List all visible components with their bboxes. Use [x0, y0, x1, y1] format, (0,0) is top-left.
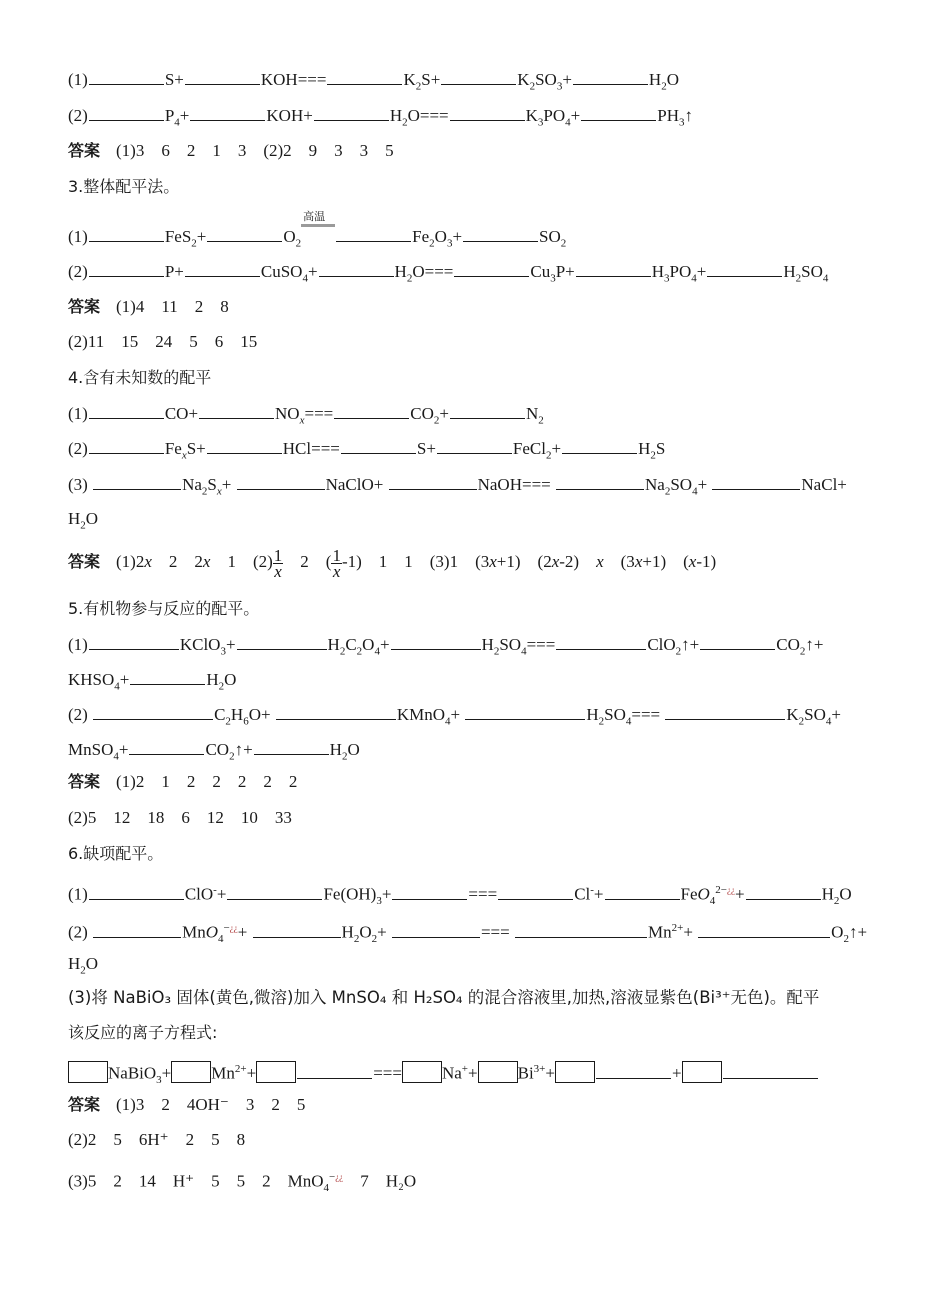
eq-5-2: (2) $C_2H_6O+$ KMnO$_4$+ $H_2SO_4=== K_2SO_4+$ [68, 705, 841, 728]
blank[interactable] [707, 260, 782, 277]
blank[interactable] [253, 921, 341, 938]
blank[interactable] [581, 104, 656, 121]
answer-box[interactable] [555, 1061, 595, 1083]
eq-4-3: (3) $Na_2S_x+$ NaClO+ NaOH=== $Na_2SO_4+$ NaCl+ [68, 475, 847, 498]
eq-5-1-cont: $KHSO_4+ H_2O$ [68, 670, 237, 693]
blank[interactable] [392, 883, 467, 900]
heading-4: 4.含有未知数的配平 [68, 368, 212, 387]
eq-6-2: (2) $MnO_4^{-¿¿}+ H_2O_2+$ === $Mn^{2+}+$ $O_2↑+$ [68, 922, 868, 946]
blank[interactable] [185, 260, 260, 277]
blank[interactable] [463, 225, 538, 242]
blank[interactable] [665, 703, 785, 720]
blank[interactable] [89, 104, 164, 121]
condition-mark: 高温 [301, 228, 335, 242]
heading-6: 6.缺项配平。 [68, 844, 164, 863]
blank[interactable] [130, 668, 205, 685]
eq-4-2: (2) $Fe_xS+ HCl=== S+$ FeCl$_2$+ $H_2S$ [68, 439, 666, 462]
blank[interactable] [199, 402, 274, 419]
question-6-3: (3)将 NaBiO₃ 固体(黄色,微溶)加入 MnSO₄ 和 H₂SO₄ 的混合溶液里,加热,溶液显紫色(Bi³⁺无色)。配平 [68, 988, 820, 1007]
eq-4-3-cont: $H_2O$ [68, 509, 99, 532]
answer-6: 答案 (1)3 2 4OH⁻ 3 2 5 [68, 1095, 306, 1114]
answer-6-line3: (3)5 2 14 H⁺ 5 5 2 MnO$_4$−¿¿ 7 H₂O [68, 1171, 417, 1195]
answer-3: 答案 (1)4 11 2 8 [68, 297, 229, 316]
blank[interactable] [336, 225, 411, 242]
blank[interactable] [450, 104, 525, 121]
blank[interactable] [93, 921, 181, 938]
blank[interactable] [437, 437, 512, 454]
blank[interactable] [237, 473, 325, 490]
answer-box[interactable] [256, 1061, 296, 1083]
blank[interactable] [89, 437, 164, 454]
fraction: $\frac{1}{x}$ [332, 545, 341, 581]
blank[interactable] [89, 260, 164, 277]
blank[interactable] [700, 633, 775, 650]
eq-6-3: NaBiO$_3$+ $Mn^{2+}+$ === $Na^++ Bi^{3+}+$ + [68, 1058, 819, 1091]
blank[interactable] [576, 260, 651, 277]
blank[interactable] [556, 473, 644, 490]
blank[interactable] [227, 883, 322, 900]
blank[interactable] [341, 437, 416, 454]
blank[interactable] [89, 68, 164, 85]
blank[interactable] [276, 703, 396, 720]
blank[interactable] [605, 883, 680, 900]
answer-box[interactable] [402, 1061, 442, 1083]
blank[interactable] [185, 68, 260, 85]
blank[interactable] [334, 402, 409, 419]
answer-box[interactable] [171, 1061, 211, 1083]
blank[interactable] [89, 883, 184, 900]
answer-5-line2: (2)5 12 18 6 12 10 33 [68, 808, 292, 827]
blank[interactable] [89, 633, 179, 650]
blank[interactable] [391, 633, 481, 650]
fraction: $\frac{1}{x}$ [273, 545, 283, 581]
answer-box[interactable] [478, 1061, 518, 1083]
question-6-3-cont: 该反应的离子方程式: [68, 1023, 218, 1042]
blank[interactable] [556, 633, 646, 650]
eq-3-2: (2) P+ CuSO$_4$+ $H_2O=== Cu_3P+ H_3PO_4+ H_2SO_4$ [68, 262, 829, 285]
answer-6-line2: (2)2 5 6H⁺ 2 5 8 [68, 1130, 246, 1149]
blank[interactable] [698, 921, 830, 938]
blank[interactable] [712, 473, 800, 490]
blank[interactable] [89, 225, 164, 242]
blank[interactable] [392, 921, 480, 938]
blank[interactable] [389, 473, 477, 490]
blank[interactable] [723, 1062, 818, 1079]
eq-5-1: (1) KClO$_3$+ $H_2C_2O_4+ H_2SO_4===$ ClO$_2$↑+ $CO_2↑+$ [68, 635, 824, 658]
blank[interactable] [498, 883, 573, 900]
eq-3-1: (1) $FeS_2+ O_2$ 高温 $Fe_2O_3+ SO_2$ [68, 210, 567, 250]
blank[interactable] [450, 402, 525, 419]
answer-5: 答案 (1)2 1 2 2 2 2 2 [68, 772, 298, 791]
answer-2: 答案 (1)3 6 2 1 3 (2)2 9 3 3 5 [68, 141, 394, 160]
heading-5: 5.有机物参与反应的配平。 [68, 599, 260, 618]
blank[interactable] [254, 738, 329, 755]
blank[interactable] [746, 883, 821, 900]
blank[interactable] [327, 68, 402, 85]
blank[interactable] [207, 437, 282, 454]
blank[interactable] [562, 437, 637, 454]
blank[interactable] [190, 104, 265, 121]
blank[interactable] [319, 260, 394, 277]
answer-box[interactable] [68, 1061, 108, 1083]
answer-3-line2: (2)11 15 24 5 6 15 [68, 332, 258, 351]
blank[interactable] [314, 104, 389, 121]
blank[interactable] [596, 1062, 671, 1079]
answer-4: 答案 (1)2x 2 2x 1 (2) $\frac{1}{x}$ 2 ( $\frac{1}{x}$ -1) 1 1 (3)1 (3x+1) (2x-2) x (3x+1) (x-1) [68, 545, 717, 581]
eq-2-1: (1) $S+ KOH=== K_2S+ K_2SO_3+ H_2O$ [68, 70, 679, 93]
blank[interactable] [441, 68, 516, 85]
blank[interactable] [93, 703, 213, 720]
blank[interactable] [465, 703, 585, 720]
blank[interactable] [89, 402, 164, 419]
eq-6-1: (1) $ClO^-+ Fe(OH)_3+$ === $Cl^-+ FeO_4^{2-¿¿}+ H_2O$ [68, 884, 852, 908]
blank[interactable] [454, 260, 529, 277]
blank[interactable] [207, 225, 282, 242]
answer-label: 答案 [68, 141, 101, 160]
blank[interactable] [297, 1062, 372, 1079]
blank[interactable] [515, 921, 647, 938]
eq-6-2-cont: $H_2O$ [68, 954, 99, 977]
blank[interactable] [573, 68, 648, 85]
blank[interactable] [237, 633, 327, 650]
heading-3: 3.整体配平法。 [68, 177, 180, 196]
blank[interactable] [93, 473, 181, 490]
blank[interactable] [129, 738, 204, 755]
eq-2-2: (2) $P_4+ KOH+ H_2O=== K_3PO_4+$ $PH_3↑$ [68, 106, 693, 129]
answer-box[interactable] [682, 1061, 722, 1083]
eq-4-1: (1) $CO+ NO_x=== CO_2+ N_2$ [68, 404, 544, 427]
eq-5-2-cont: MnSO$_4$+ $CO_2↑+ H_2O$ [68, 740, 360, 763]
